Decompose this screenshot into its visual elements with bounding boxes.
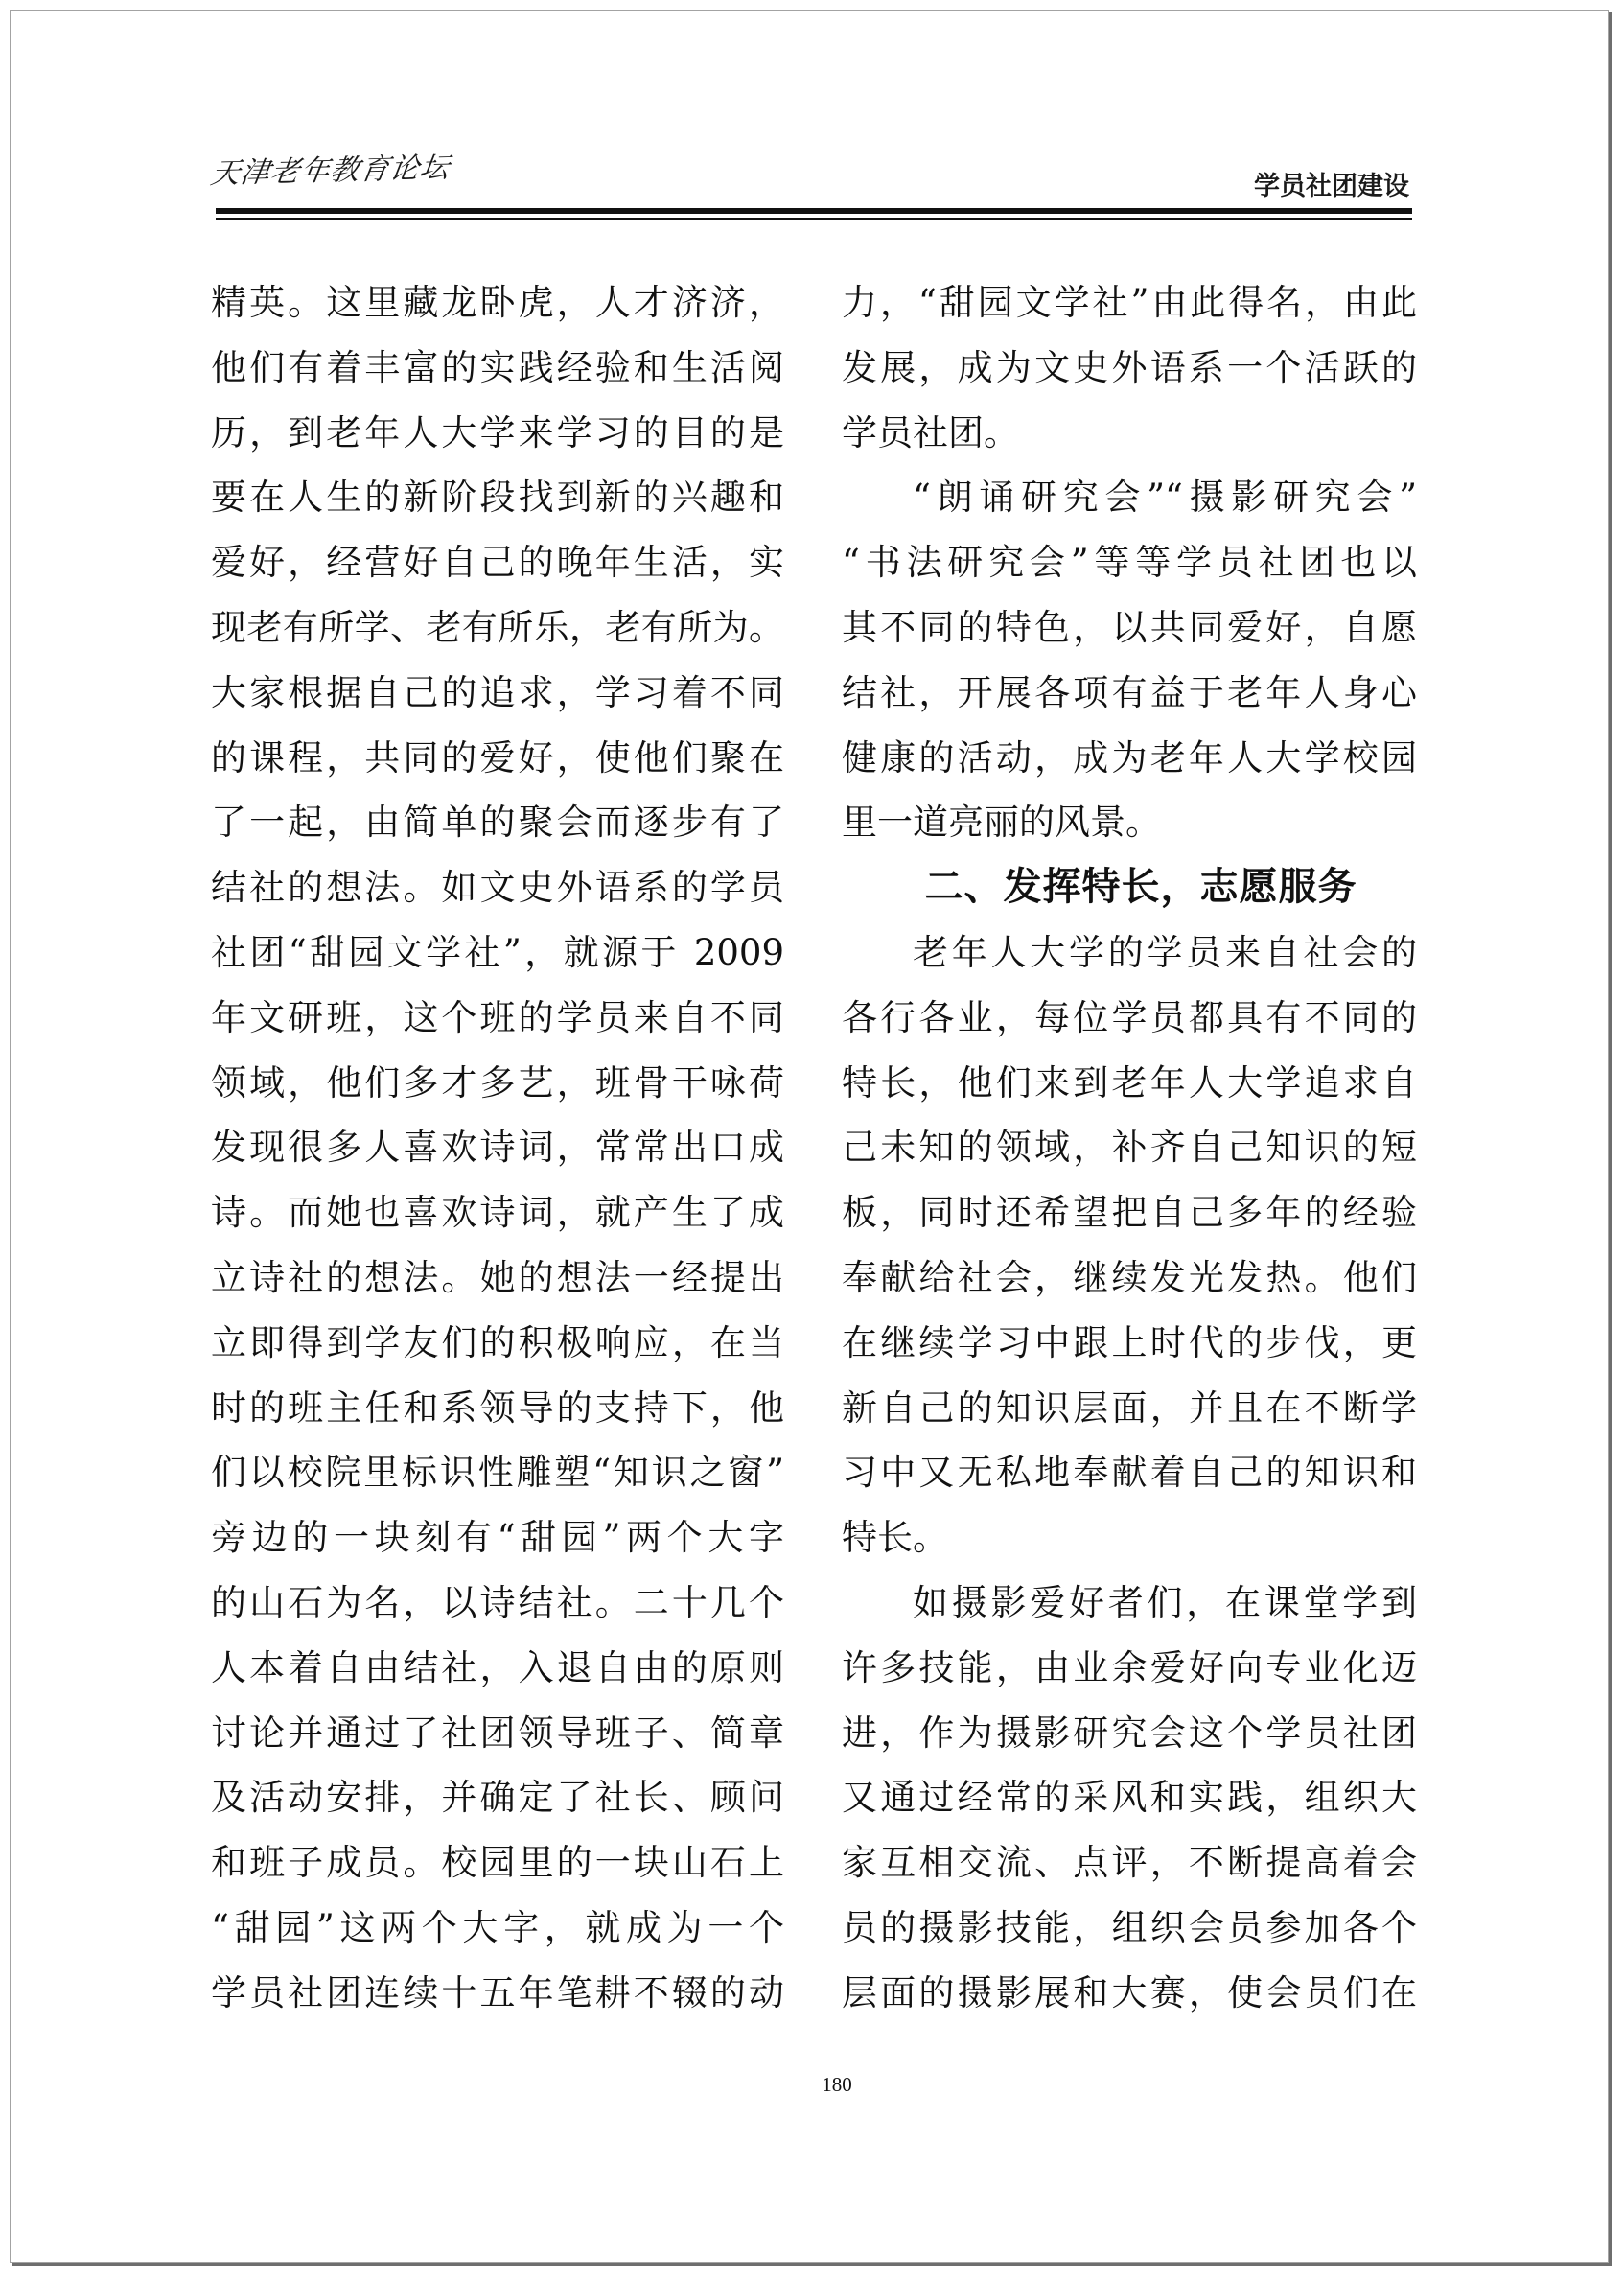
text-line: “甜园”这两个大字，就成为一个 [211, 1906, 784, 1948]
text-line: 老年人大学的学员来自社会的 [913, 931, 1417, 973]
paragraph [842, 465, 1417, 855]
header-rule-thick [216, 208, 1412, 214]
text-line: 人本着自由结社，入退自由的原则 [211, 1646, 784, 1688]
paragraph [211, 270, 784, 2026]
text-line: 学员社团。 [842, 411, 1019, 454]
text-line: 员的摄影技能，组织会员参加各个 [842, 1906, 1417, 1948]
text-line: 立诗社的想法。她的想法一经提出 [211, 1256, 784, 1298]
text-line: 其不同的特色，以共同爱好，自愿 [842, 606, 1417, 648]
text-line: 时的班主任和系领导的支持下，他 [211, 1386, 784, 1429]
text-line: 进，作为摄影研究会这个学员社团 [842, 1711, 1417, 1754]
text-line: 己未知的领域，补齐自己知识的短 [842, 1127, 1417, 1169]
right-column [842, 270, 1417, 2026]
text-line: 年文研班，这个班的学员来自不同 [211, 996, 784, 1038]
section-heading: 二、发挥特长，志愿服务 [924, 865, 1357, 910]
text-line: 习中又无私地奉献着自己的知识和 [842, 1452, 1417, 1494]
text-line: 立即得到学友们的积极响应，在当 [211, 1321, 784, 1363]
text-line: 的山石为名，以诗结社。二十几个 [211, 1581, 784, 1623]
paragraph [842, 920, 1417, 1571]
text-line: 讨论并通过了社团领导班子、简章 [211, 1711, 784, 1754]
text-line: 又通过经常的采风和实践，组织大 [842, 1777, 1417, 1819]
text-line: 如摄影爱好者们，在课堂学到 [913, 1581, 1417, 1623]
text-line: “书法研究会”等等学员社团也以 [842, 542, 1417, 584]
text-line: 健康的活动，成为老年人大学校园 [842, 736, 1417, 779]
text-line: 发展，成为文史外语系一个活跃的 [842, 346, 1417, 388]
text-line: 许多技能，由业余爱好向专业化迈 [842, 1646, 1417, 1688]
text-line: 里一道亮丽的风景。 [842, 802, 1161, 844]
text-line: 板，同时还希望把自己多年的经验 [842, 1192, 1417, 1234]
paragraph [842, 1571, 1417, 2026]
text-line: 精英。这里藏龙卧虎，人才济济， [211, 282, 784, 323]
section-title: 学员社团建设 [1254, 172, 1409, 201]
text-line: 奉献给社会，继续发光发热。他们 [842, 1256, 1417, 1298]
text-line: 层面的摄影展和大赛，使会员们在 [842, 1971, 1417, 2013]
text-line: 领域，他们多才多艺，班骨干咏荷 [211, 1061, 784, 1104]
text-line: 现老有所学、老有所乐，老有所为。 [211, 606, 784, 648]
text-line: 在继续学习中跟上时代的步伐，更 [842, 1321, 1417, 1363]
text-line: 家互相交流、点评，不断提高着会 [842, 1842, 1417, 1884]
text-line: 新自己的知识层面，并且在不断学 [842, 1386, 1417, 1429]
text-line: 学员社团连续十五年笔耕不辍的动 [211, 1971, 784, 2013]
text-line: 要在人生的新阶段找到新的兴趣和 [211, 477, 784, 519]
text-line: 发现很多人喜欢诗词，常常出口成 [211, 1127, 784, 1169]
text-line: 了一起，由简单的聚会而逐步有了 [211, 802, 784, 844]
text-line: 及活动安排，并确定了社长、顾问 [211, 1777, 784, 1819]
text-line: 们以校院里标识性雕塑“知识之窗” [211, 1452, 784, 1494]
text-line: 诗。而她也喜欢诗词，就产生了成 [211, 1192, 784, 1234]
text-line: 爱好，经营好自己的晚年生活，实 [211, 542, 784, 584]
header-rule-thin [216, 218, 1412, 220]
text-line: 结社的想法。如文史外语系的学员 [211, 867, 784, 909]
text-line: 大家根据自己的追求，学习着不同 [211, 671, 784, 713]
text-line: 特长。 [842, 1517, 948, 1559]
page-number: 180 [822, 2073, 852, 2096]
text-line: 他们有着丰富的实践经验和生活阅 [211, 346, 784, 388]
text-line: 结社，开展各项有益于老年人身心 [842, 671, 1417, 713]
text-line: 和班子成员。校园里的一块山石上 [211, 1842, 784, 1884]
text-line: 特长，他们来到老年人大学追求自 [842, 1061, 1417, 1104]
text-line: 力，“甜园文学社”由此得名，由此 [842, 282, 1417, 323]
text-line: 旁边的一块刻有“甜园”两个大字 [211, 1517, 784, 1559]
paragraph [842, 270, 1417, 465]
journal-logo: 天津老年教育论坛 [208, 151, 452, 191]
text-line: 历，到老年人大学来学习的目的是 [211, 411, 784, 454]
text-line: “朗诵研究会”“摄影研究会” [913, 477, 1417, 519]
text-line: 社团“甜园文学社”，就源于 2009 [211, 931, 784, 973]
text-line: 各行各业，每位学员都具有不同的 [842, 996, 1417, 1038]
left-column [211, 270, 784, 2026]
text-line: 的课程，共同的爱好，使他们聚在 [211, 736, 784, 779]
